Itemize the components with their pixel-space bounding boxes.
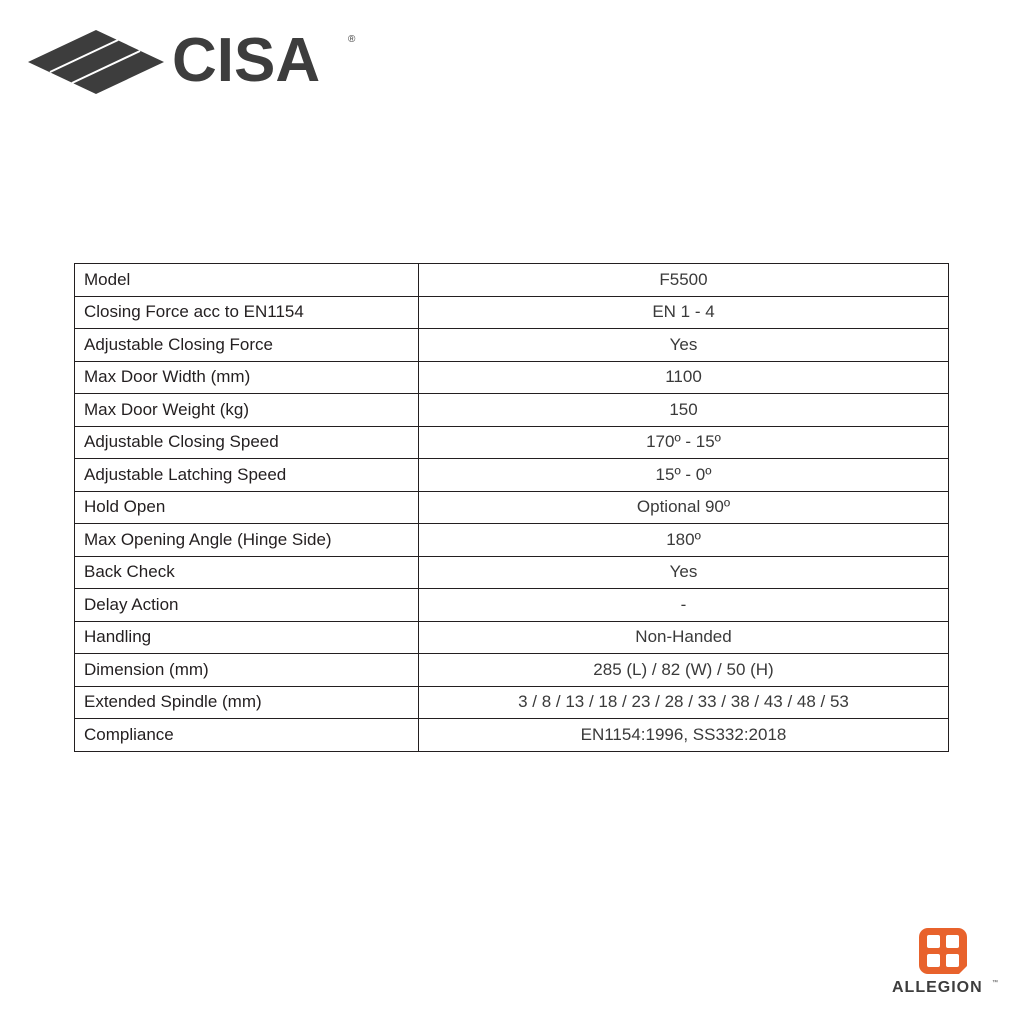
spec-value: -: [419, 589, 949, 622]
spec-value: EN1154:1996, SS332:2018: [419, 719, 949, 752]
allegion-mark-icon: [919, 928, 967, 974]
spec-table: [74, 263, 949, 752]
table-row: [75, 589, 949, 622]
spec-value: 180º: [419, 524, 949, 557]
table-row: [75, 361, 949, 394]
registered-mark: ®: [348, 34, 356, 45]
table-row: [75, 719, 949, 752]
allegion-logo: [888, 928, 1000, 1000]
spec-label: Hold Open: [75, 491, 419, 524]
table-row: [75, 329, 949, 362]
spec-value: 3 / 8 / 13 / 18 / 23 / 28 / 33 / 38 / 43 / 48 / 53: [419, 686, 949, 719]
spec-label: Compliance: [75, 719, 419, 752]
spec-label: Closing Force acc to EN1154: [75, 296, 419, 329]
spec-label: Extended Spindle (mm): [75, 686, 419, 719]
spec-label: Delay Action: [75, 589, 419, 622]
spec-table-body: [75, 264, 949, 752]
spec-label: Back Check: [75, 556, 419, 589]
spec-label: Adjustable Latching Speed: [75, 459, 419, 492]
spec-label: Handling: [75, 621, 419, 654]
spec-value: 285 (L) / 82 (W) / 50 (H): [419, 654, 949, 687]
spec-label: Dimension (mm): [75, 654, 419, 687]
cisa-wordmark: CISA: [172, 26, 321, 95]
table-row: [75, 621, 949, 654]
table-row: [75, 394, 949, 427]
spec-label: Max Door Width (mm): [75, 361, 419, 394]
spec-value: Yes: [419, 556, 949, 589]
table-row: [75, 459, 949, 492]
spec-value: 150: [419, 394, 949, 427]
table-row: [75, 296, 949, 329]
table-row: [75, 686, 949, 719]
table-row: [75, 264, 949, 297]
trademark-mark: ™: [992, 980, 998, 986]
table-row: [75, 524, 949, 557]
spec-value: 170º - 15º: [419, 426, 949, 459]
spec-label: Max Opening Angle (Hinge Side): [75, 524, 419, 557]
spec-label: Model: [75, 264, 419, 297]
spec-value: Yes: [419, 329, 949, 362]
table-row: [75, 491, 949, 524]
spec-value: F5500: [419, 264, 949, 297]
table-row: [75, 654, 949, 687]
spec-value: 1100: [419, 361, 949, 394]
spec-value: EN 1 - 4: [419, 296, 949, 329]
spec-value: Optional 90º: [419, 491, 949, 524]
table-row: [75, 426, 949, 459]
spec-label: Max Door Weight (kg): [75, 394, 419, 427]
cisa-diamond-icon: [28, 28, 164, 96]
cisa-logo: [28, 26, 356, 98]
spec-value: 15º - 0º: [419, 459, 949, 492]
spec-label: Adjustable Closing Force: [75, 329, 419, 362]
table-row: [75, 556, 949, 589]
spec-label: Adjustable Closing Speed: [75, 426, 419, 459]
spec-value: Non-Handed: [419, 621, 949, 654]
allegion-wordmark: ALLEGION: [892, 979, 983, 996]
